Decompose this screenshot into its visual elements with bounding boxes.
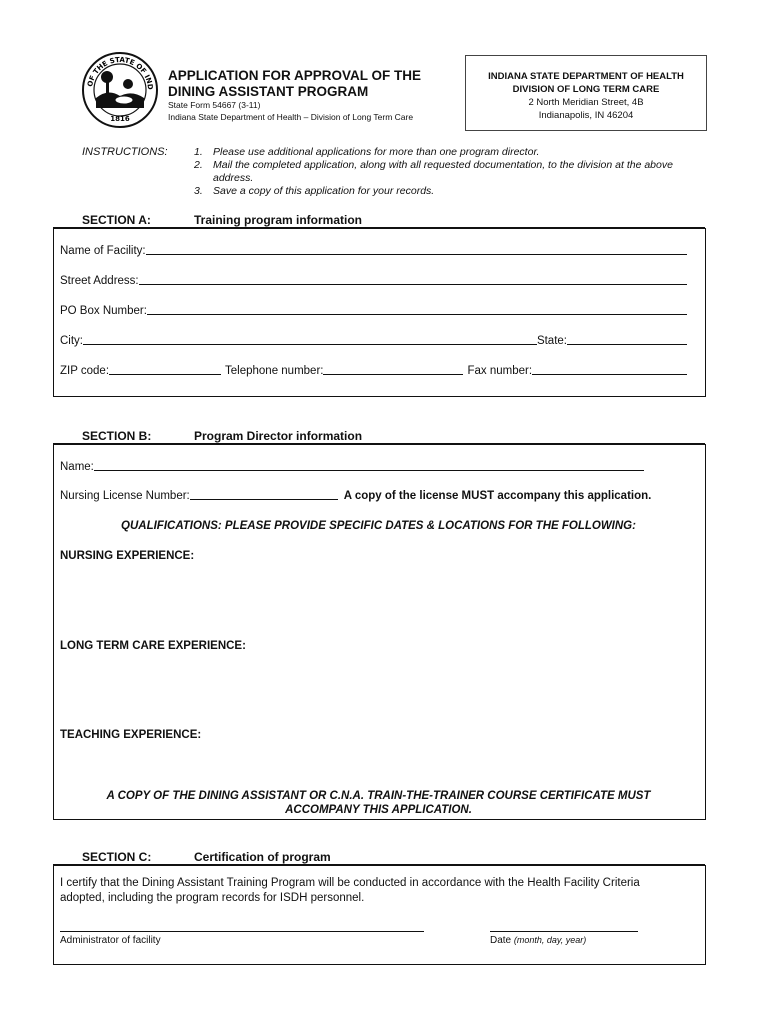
- city-line[interactable]: [83, 344, 537, 345]
- license-label: Nursing License Number:: [60, 490, 190, 502]
- ltc-experience-label: LONG TERM CARE EXPERIENCE:: [60, 640, 246, 652]
- street-address-label: Street Address:: [60, 275, 139, 287]
- zip-line[interactable]: [109, 374, 221, 375]
- section-b-title: Program Director information: [194, 429, 363, 443]
- certification-line1: I certify that the Dining Assistant Training Program will be conducted in accordance with the Health Facility Criteria: [60, 877, 640, 889]
- seal-year: 1816: [110, 115, 130, 123]
- instruction-item: [194, 159, 694, 185]
- instruction-text: Please use additional applications for more than one program director.: [213, 146, 540, 158]
- qualifications-heading: QUALIFICATIONS: PLEASE PROVIDE SPECIFIC DATES & LOCATIONS FOR THE FOLLOWING:: [121, 520, 636, 532]
- po-box-line[interactable]: [147, 314, 687, 315]
- address-line4: Indianapolis, IN 46204: [538, 110, 634, 121]
- state-line[interactable]: [567, 344, 687, 345]
- instructions-list: [194, 146, 694, 198]
- mailing-address-box: [465, 55, 707, 131]
- administrator-signature-line[interactable]: [60, 931, 424, 932]
- instruction-item: [194, 185, 694, 198]
- certification-statement: [60, 876, 700, 906]
- ltc-experience-area[interactable]: [60, 656, 690, 726]
- zip-phone-fax-row: [60, 365, 687, 377]
- instruction-text: Mail the completed application, along with all requested documentation, to the division at the above address.: [213, 159, 673, 184]
- nursing-experience-label: NURSING EXPERIENCE:: [60, 550, 195, 562]
- city-label: City:: [60, 335, 83, 347]
- certificate-notice-line2: ACCOMPANY THIS APPLICATION.: [285, 804, 472, 816]
- date-hint: (month, day, year): [513, 935, 587, 945]
- address-line2: DIVISION OF LONG TERM CARE: [512, 84, 660, 95]
- form-title-line2: DINING ASSISTANT PROGRAM: [168, 84, 369, 99]
- nursing-experience-area[interactable]: [60, 566, 690, 636]
- fax-line[interactable]: [532, 374, 687, 375]
- certification-line2: adopted, including the program records for ISDH personnel.: [60, 892, 365, 904]
- instruction-text: Save a copy of this application for your records.: [213, 185, 435, 197]
- instructions-label: INSTRUCTIONS:: [82, 146, 168, 158]
- certificate-notice: [53, 789, 704, 817]
- instruction-number: 2.: [194, 159, 203, 171]
- facility-name-line[interactable]: [146, 254, 687, 255]
- address-line3: 2 North Meridian Street, 4B: [528, 97, 644, 108]
- license-row: [60, 490, 700, 502]
- section-c-title: Certification of program: [194, 850, 331, 864]
- section-a-title: Training program information: [194, 213, 363, 227]
- director-name-line[interactable]: [94, 470, 644, 471]
- instruction-number: 1.: [194, 146, 203, 158]
- address-line1: INDIANA STATE DEPARTMENT OF HEALTH: [488, 71, 684, 82]
- form-number: State Form 54667 (3-11): [168, 100, 261, 110]
- svg-text:SEAL OF THE STATE OF INDIANA: [80, 50, 154, 90]
- agency-name: Indiana State Department of Health – Division of Long Term Care: [168, 112, 414, 122]
- license-line[interactable]: [190, 499, 338, 500]
- section-a-label: SECTION A:: [82, 213, 151, 227]
- section-b-label: SECTION B:: [82, 429, 152, 443]
- facility-name-field[interactable]: [60, 245, 687, 257]
- state-seal-icon: [80, 50, 160, 130]
- teaching-experience-label: TEACHING EXPERIENCE:: [60, 729, 202, 741]
- license-note: A copy of the license MUST accompany this application.: [343, 490, 652, 502]
- certificate-notice-line1: A COPY OF THE DINING ASSISTANT OR C.N.A. TRAIN-THE-TRAINER COURSE CERTIFICATE MUST: [106, 790, 651, 802]
- form-title: [168, 68, 421, 100]
- instruction-number: 3.: [194, 185, 203, 197]
- po-box-label: PO Box Number:: [60, 305, 147, 317]
- director-name-label: Name:: [60, 461, 94, 473]
- date-label-group: [490, 935, 586, 946]
- section-c-label: SECTION C:: [82, 850, 152, 864]
- teaching-experience-area[interactable]: [60, 745, 690, 785]
- seal-text: OF THE STATE OF IND: [86, 55, 155, 91]
- instruction-item: [194, 146, 694, 159]
- director-name-field[interactable]: [60, 461, 644, 473]
- date-signature-line[interactable]: [490, 931, 638, 932]
- zip-label: ZIP code:: [60, 365, 110, 377]
- facility-name-label: Name of Facility:: [60, 245, 146, 257]
- street-address-field[interactable]: [60, 275, 687, 287]
- administrator-label: Administrator of facility: [60, 935, 161, 946]
- date-label: Date: [490, 935, 512, 946]
- form-title-line1: APPLICATION FOR APPROVAL OF THE: [168, 68, 422, 83]
- form-meta: [168, 99, 413, 123]
- fax-label: Fax number:: [467, 365, 533, 377]
- telephone-line[interactable]: [323, 374, 463, 375]
- state-label: State:: [536, 335, 567, 347]
- street-address-line[interactable]: [139, 284, 687, 285]
- telephone-label: Telephone number:: [225, 365, 324, 377]
- city-state-row: [60, 335, 687, 347]
- po-box-field[interactable]: [60, 305, 687, 317]
